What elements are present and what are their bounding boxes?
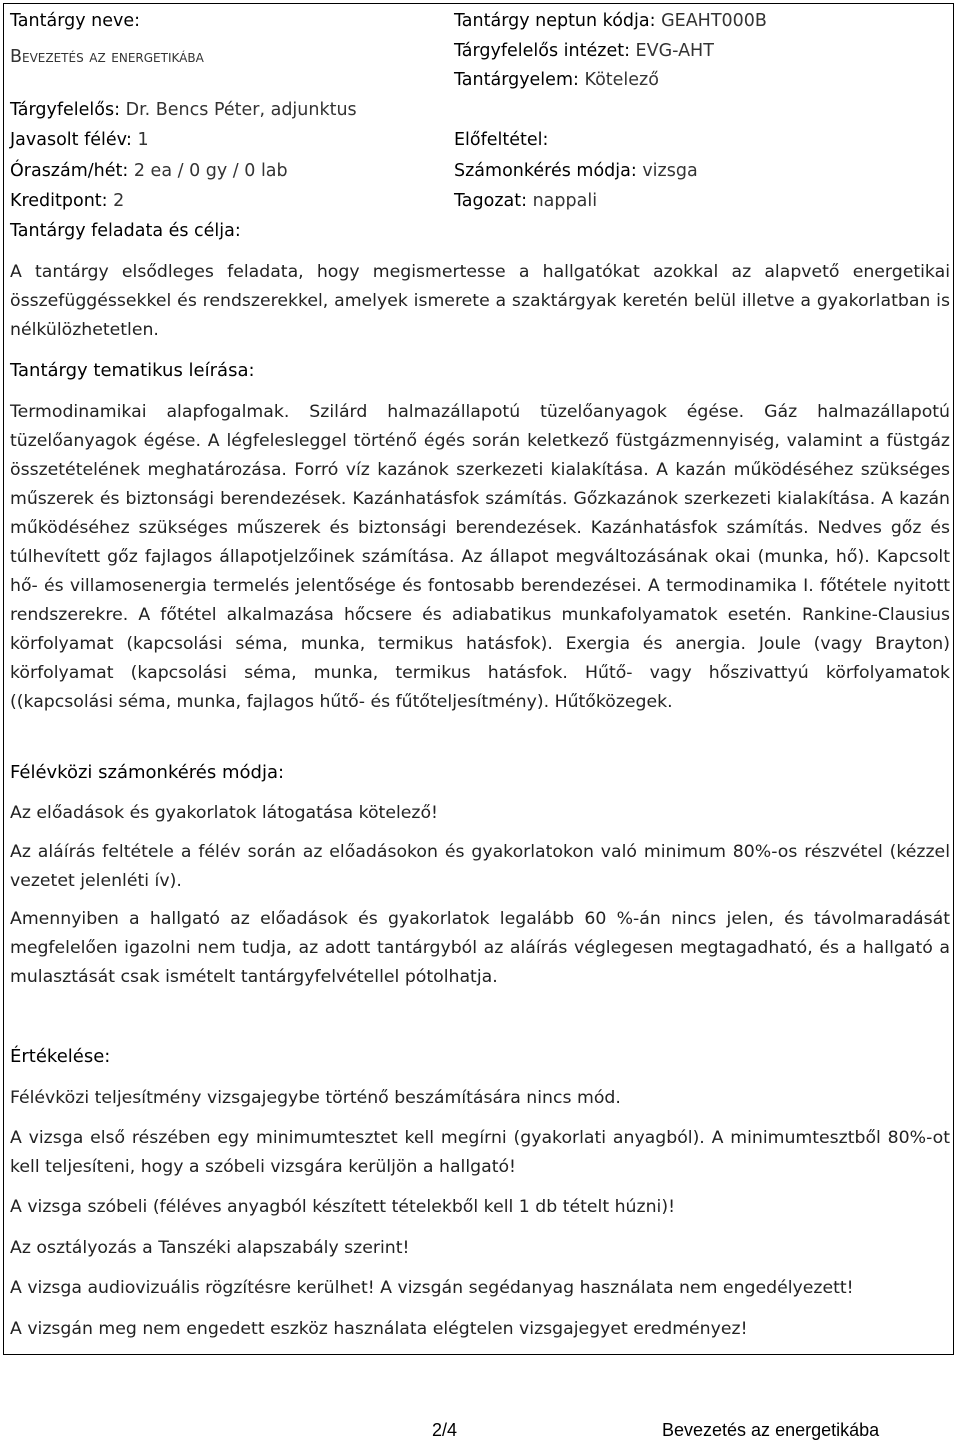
eval-p4: Az osztályozás a Tanszéki alapszabály szerint! (10, 1238, 410, 1258)
midterm-p3: Amennyiben a hallgató az előadások és gyakorlatok legalább 60 %-án nincs jelen, és távolmaradását megfelelően igazolni nem tudja, az adott tantárgyból az aláírás véglegesen megtagadható, és a hallgató a mulasztását csak ismételt tantárgyfelvétellel pótolhatja. (10, 909, 950, 987)
eval-p3: A vizsga szóbeli (féléves anyagból készített tételekből kell 1 db tételt húzni)! (10, 1197, 675, 1217)
neptun-row: Tantárgy neptun kódja: GEAHT000B (454, 11, 767, 31)
task-text: A tantárgy elsődleges feladata, hogy megismertesse a hallgatókat azokkal az alapvető energetikai összefüggéssekkel és rendszerekkel, amelyek ismerete a szaktárgyak keretén belül illetve a gyakorlatban is nélkülözhetetlen. (10, 262, 950, 340)
eval-heading: Értékelése: (10, 1046, 111, 1067)
prereq-row: Előfeltétel: (454, 130, 549, 150)
course-name-label: Tantárgy neve: (10, 11, 140, 31)
thematic-text: Termodinamikai alapfogalmak. Szilárd halmazállapotú tüzelőanyagok égése. Gáz halmazállapotú tüzelőanyagok égése. A légfelesleggel történő égés során keletkező füstgázmennyiség, valamint a füstgáz összetételének meghatározása. Forró víz kazánok szerkezeti kialakítása. A kazán működéséhez szükséges műszerek és biztonsági berendezések. Kazánhatásfok számítás. Gőzkazánok szerkezeti kialakítása. A kazán működéséhez szükséges műszerek és biztonsági berendezések. Kazánhatásfok számítás. Nedves gőz és túlhevített gőz fajlagos állapotjelzőinek számítása. Az állapot megváltozásának okai (munka, hő). Kapcsolt hő- és villamosenergia termelés jelentősége és fontosabb berendezései. A termodinamika I. főtétele nyitott rendszerekre. A főtétel alkalmazása hőcsere és adiabatikus munkafolyamatok esetén. Rankine-Clausius körfolyamat (kapcsolási séma, munka, termikus hatásfok). Exergia és anergia. Joule (vagy Brayton) körfolyamat (kapcsolási séma, munka, termikus hatásfok. Hűtő- vagy hőszivattyú körfolyamatok ((kapcsolási séma, munka, fajlagos hűtő- és fűtőteljesítmény). Hűtőközegek. (10, 402, 950, 712)
credits-row: Kreditpont: 2 (10, 191, 125, 211)
mode-row: Tagozat: nappali (454, 191, 598, 211)
eval-p6: A vizsgán meg nem engedett eszköz használata elégtelen vizsgajegyet eredményez! (10, 1319, 748, 1339)
course-name-value: Bevezetés az energetikába (10, 47, 204, 67)
responsible-row: Tárgyfelelős: Dr. Bencs Péter, adjunktus (10, 100, 357, 120)
page-number: 2/4 (432, 1420, 458, 1440)
midterm-heading: Félévközi számonkérés módja: (10, 762, 285, 783)
element-row: Tantárgyelem: Kötelező (454, 70, 659, 90)
institute-row: Tárgyfelelős intézet: EVG-AHT (454, 41, 714, 61)
exam-row: Számonkérés módja: vizsga (454, 161, 698, 181)
task-label: Tantárgy feladata és célja: (10, 221, 241, 241)
eval-p1: Félévközi teljesítmény vizsgajegybe történő beszámítására nincs mód. (10, 1088, 621, 1108)
footer-title: Bevezetés az energetikába (662, 1420, 880, 1440)
eval-p2: A vizsga első részében egy minimumtesztet kell megírni (gyakorlati anyagból). A minimumtesztből 80%-ot kell teljesíteni, hogy a szóbeli vizsgára kerüljön a hallgató! (10, 1128, 950, 1177)
hours-row: Óraszám/hét: 2 ea / 0 gy / 0 lab (10, 161, 288, 181)
midterm-p1: Az előadások és gyakorlatok látogatása kötelező! (10, 803, 438, 823)
midterm-p2: Az aláírás feltétele a félév során az előadásokon és gyakorlatokon való minimum 80%-os részvétel (kézzel vezetet jelenléti ív). (10, 842, 950, 891)
eval-p5: A vizsga audiovizuális rögzítésre kerülhet! A vizsgán segédanyag használata nem engedélyezett! (10, 1278, 854, 1298)
semester-row: Javasolt félév: 1 (10, 130, 149, 150)
thematic-heading: Tantárgy tematikus leírása: (10, 360, 255, 381)
